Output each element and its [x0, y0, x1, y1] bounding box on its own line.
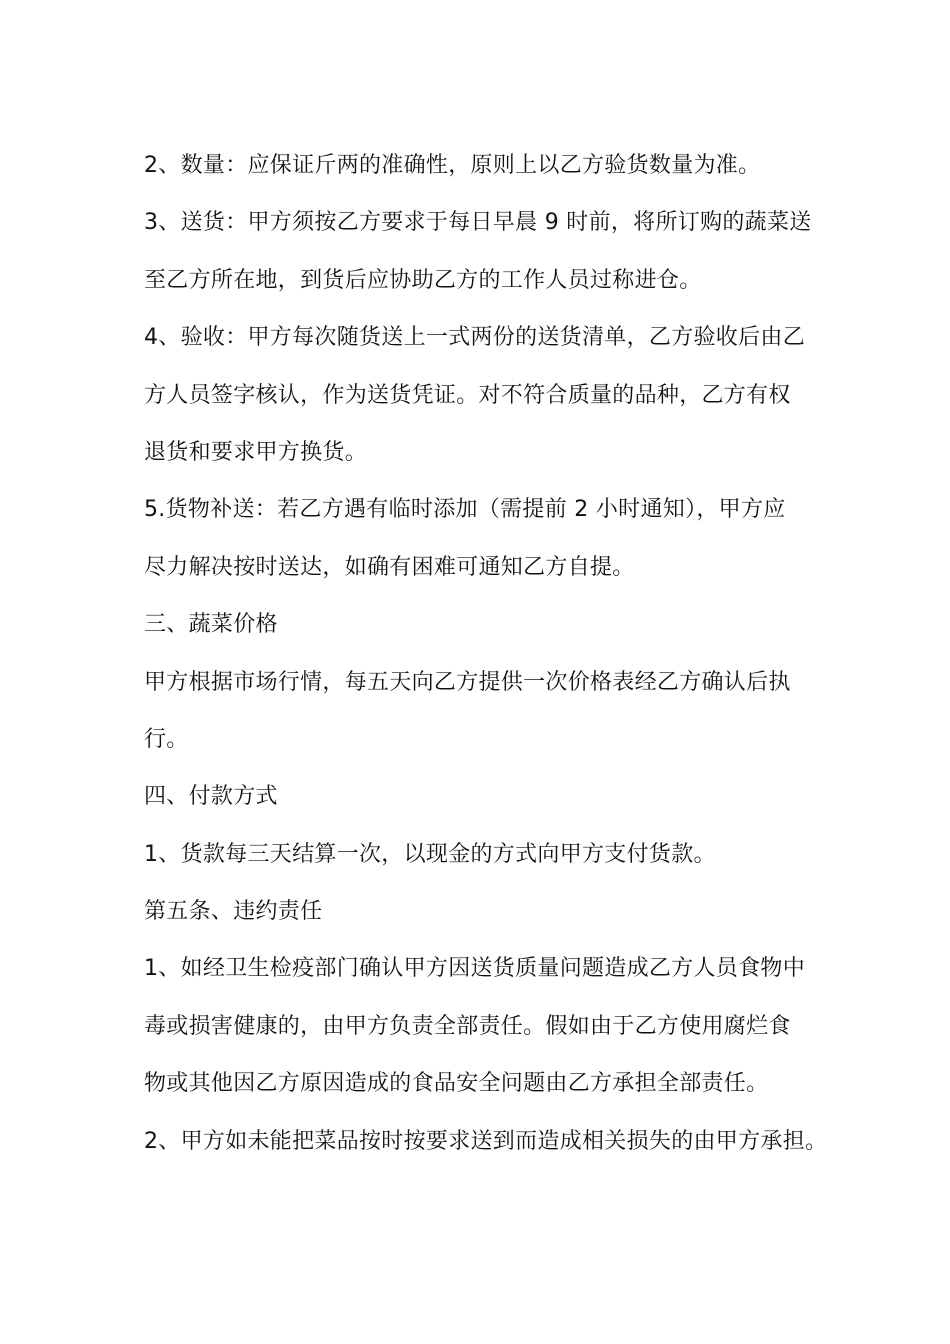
- clause-delivery-line-2: 至乙方所在地，到货后应协助乙方的工作人员过称进仓。: [144, 267, 702, 293]
- section-heading-price: 三、蔬菜价格: [144, 612, 278, 638]
- clause-price-line-1: 甲方根据市场行情，每五天向乙方提供一次价格表经乙方确认后执: [144, 669, 791, 695]
- clause-inspection-line-1: 4、验收：甲方每次随货送上一式两份的送货清单，乙方验收后由乙: [144, 325, 805, 351]
- clause-liability-1-line-2: 毒或损害健康的，由甲方负责全部责任。假如由于乙方使用腐烂食: [144, 1013, 791, 1039]
- section-heading-liability: 第五条、违约责任: [144, 899, 323, 925]
- section-heading-payment: 四、付款方式: [144, 784, 278, 810]
- clause-supplement-line-1: 5.货物补送：若乙方遇有临时添加（需提前 2 小时通知），甲方应: [144, 497, 786, 523]
- clause-liability-2-line: 2、甲方如未能把菜品按时按要求送到而造成相关损失的由甲方承担。: [144, 1128, 828, 1154]
- document-body: [144, 137, 834, 1170]
- clause-liability-1-line-1: 1、如经卫生检疫部门确认甲方因送货质量问题造成乙方人员食物中: [144, 956, 805, 982]
- clause-supplement-line-2: 尽力解决按时送达，如确有困难可通知乙方自提。: [144, 554, 635, 580]
- clause-quantity-line: 2、数量：应保证斤两的准确性，原则上以乙方验货数量为准。: [144, 153, 761, 178]
- clause-price-line-2: 行。: [144, 726, 189, 752]
- clause-delivery-line-1: 3、送货：甲方须按乙方要求于每日早晨 9 时前，将所订购的蔬菜送: [144, 210, 812, 236]
- clause-inspection-line-2: 方人员签字核认，作为送货凭证。对不符合质量的品种，乙方有权: [144, 382, 791, 408]
- clause-payment-line: 1、货款每三天结算一次，以现金的方式向甲方支付货款。: [144, 841, 716, 867]
- clause-liability-1-line-3: 物或其他因乙方原因造成的食品安全问题由乙方承担全部责任。: [144, 1071, 769, 1097]
- clause-inspection-line-3: 退货和要求甲方换货。: [144, 439, 368, 465]
